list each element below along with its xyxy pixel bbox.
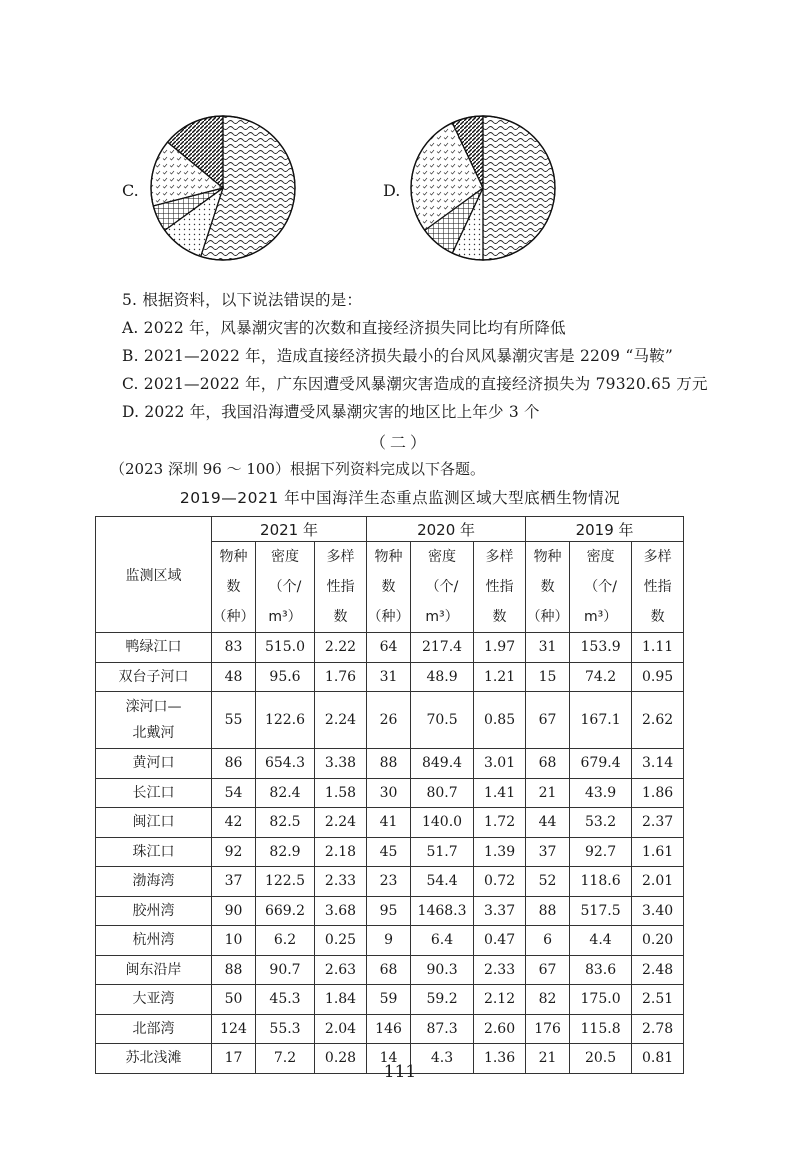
value-cell: 2.48 [632, 955, 684, 985]
table-row [96, 1014, 684, 1044]
value-cell: 2.18 [315, 837, 367, 867]
value-cell: 82.4 [256, 778, 315, 808]
value-cell: 2.24 [315, 692, 367, 749]
region-cell: 滦河口— 北戴河 [96, 692, 212, 749]
value-cell: 2.51 [632, 985, 684, 1015]
section-heading: （二） [369, 433, 430, 452]
value-cell: 1.72 [474, 808, 526, 838]
value-cell: 3.40 [632, 896, 684, 926]
region-cell: 闽江口 [96, 808, 212, 838]
value-cell: 70.5 [411, 692, 474, 749]
sub-header-cell: 密度 （个/ m³） [256, 542, 315, 633]
value-cell: 1.39 [474, 837, 526, 867]
region-cell: 渤海湾 [96, 867, 212, 897]
value-cell: 175.0 [570, 985, 632, 1015]
table-row [96, 985, 684, 1015]
table-row [96, 808, 684, 838]
table-title: 2019—2021 年中国海洋生态重点监测区域大型底栖生物情况 [179, 489, 621, 507]
value-cell: 2.33 [315, 867, 367, 897]
value-cell: 95.6 [256, 662, 315, 692]
region-cell: 鸭绿江口 [96, 633, 212, 663]
value-cell: 92 [212, 837, 256, 867]
value-cell: 80.7 [411, 778, 474, 808]
option-c-label: C. [122, 181, 139, 200]
value-cell: 0.25 [315, 926, 367, 956]
value-cell: 68 [526, 749, 570, 779]
value-cell: 118.6 [570, 867, 632, 897]
value-cell: 31 [367, 662, 411, 692]
pie-chart-c [148, 113, 298, 263]
value-cell: 43.9 [570, 778, 632, 808]
region-cell: 珠江口 [96, 837, 212, 867]
value-cell: 0.81 [632, 1044, 684, 1074]
value-cell: 1.58 [315, 778, 367, 808]
value-cell: 140.0 [411, 808, 474, 838]
value-cell: 50 [212, 985, 256, 1015]
value-cell: 6.4 [411, 926, 474, 956]
value-cell: 74.2 [570, 662, 632, 692]
value-cell: 90.7 [256, 955, 315, 985]
sub-header-cell: 物种 数 （种） [526, 542, 570, 633]
value-cell: 10 [212, 926, 256, 956]
value-cell: 0.47 [474, 926, 526, 956]
value-cell: 2.37 [632, 808, 684, 838]
value-cell: 3.68 [315, 896, 367, 926]
value-cell: 669.2 [256, 896, 315, 926]
value-cell: 176 [526, 1014, 570, 1044]
value-cell: 2.01 [632, 867, 684, 897]
value-cell: 45 [367, 837, 411, 867]
option-a: A. 2022 年，风暴潮灾害的次数和直接经济损失同比均有所降低 [122, 319, 566, 337]
value-cell: 1.41 [474, 778, 526, 808]
value-cell: 48.9 [411, 662, 474, 692]
value-cell: 67 [526, 955, 570, 985]
value-cell: 90 [212, 896, 256, 926]
value-cell: 124 [212, 1014, 256, 1044]
value-cell: 82.5 [256, 808, 315, 838]
value-cell: 2.78 [632, 1014, 684, 1044]
value-cell: 0.28 [315, 1044, 367, 1074]
table-row [96, 926, 684, 956]
sub-header-cell: 物种 数 （种） [367, 542, 411, 633]
value-cell: 1.86 [632, 778, 684, 808]
value-cell: 42 [212, 808, 256, 838]
region-cell: 大亚湾 [96, 985, 212, 1015]
table-row [96, 662, 684, 692]
value-cell: 44 [526, 808, 570, 838]
value-cell: 2.33 [474, 955, 526, 985]
page-number: 111 [383, 1062, 417, 1082]
value-cell: 37 [212, 867, 256, 897]
pie-slice-wave [483, 116, 555, 260]
value-cell: 2.60 [474, 1014, 526, 1044]
region-cell: 北部湾 [96, 1014, 212, 1044]
value-cell: 679.4 [570, 749, 632, 779]
value-cell: 115.8 [570, 1014, 632, 1044]
value-cell: 59.2 [411, 985, 474, 1015]
value-cell: 1.97 [474, 633, 526, 663]
pie-options-row [0, 108, 800, 278]
value-cell: 17 [212, 1044, 256, 1074]
value-cell: 0.95 [632, 662, 684, 692]
value-cell: 30 [367, 778, 411, 808]
value-cell: 1.61 [632, 837, 684, 867]
value-cell: 0.85 [474, 692, 526, 749]
value-cell: 7.2 [256, 1044, 315, 1074]
value-cell: 6.2 [256, 926, 315, 956]
value-cell: 37 [526, 837, 570, 867]
value-cell: 55 [212, 692, 256, 749]
value-cell: 52 [526, 867, 570, 897]
region-cell: 苏北浅滩 [96, 1044, 212, 1074]
value-cell: 31 [526, 633, 570, 663]
value-cell: 2.63 [315, 955, 367, 985]
value-cell: 3.37 [474, 896, 526, 926]
value-cell: 517.5 [570, 896, 632, 926]
sub-header-cell: 多样 性指 数 [474, 542, 526, 633]
value-cell: 95 [367, 896, 411, 926]
table-row [96, 692, 684, 749]
value-cell: 1.21 [474, 662, 526, 692]
value-cell: 146 [367, 1014, 411, 1044]
table-row [96, 955, 684, 985]
value-cell: 41 [367, 808, 411, 838]
value-cell: 53.2 [570, 808, 632, 838]
table-body [96, 633, 684, 1074]
value-cell: 122.6 [256, 692, 315, 749]
section-intro: （2023 深圳 96 ～ 100）根据下列资料完成以下各题。 [110, 460, 485, 478]
value-cell: 654.3 [256, 749, 315, 779]
region-cell: 黄河口 [96, 749, 212, 779]
value-cell: 167.1 [570, 692, 632, 749]
region-cell: 胶州湾 [96, 896, 212, 926]
value-cell: 1.76 [315, 662, 367, 692]
value-cell: 1.84 [315, 985, 367, 1015]
value-cell: 3.14 [632, 749, 684, 779]
sub-header-cell: 密度 （个/ m³） [570, 542, 632, 633]
value-cell: 2.24 [315, 808, 367, 838]
value-cell: 15 [526, 662, 570, 692]
value-cell: 54 [212, 778, 256, 808]
option-b: B. 2021—2022 年，造成直接经济损失最小的台风风暴潮灾害是 2209 “马鞍” [122, 347, 674, 365]
value-cell: 92.7 [570, 837, 632, 867]
value-cell: 68 [367, 955, 411, 985]
option-c: C. 2021—2022 年，广东因遭受风暴潮灾害造成的直接经济损失为 79320.65 万元 [122, 375, 708, 393]
value-cell: 217.4 [411, 633, 474, 663]
value-cell: 26 [367, 692, 411, 749]
value-cell: 0.20 [632, 926, 684, 956]
region-cell: 闽东沿岸 [96, 955, 212, 985]
value-cell: 86 [212, 749, 256, 779]
value-cell: 83 [212, 633, 256, 663]
region-cell: 长江口 [96, 778, 212, 808]
value-cell: 3.01 [474, 749, 526, 779]
value-cell: 20.5 [570, 1044, 632, 1074]
value-cell: 59 [367, 985, 411, 1015]
year-header-2019: 2019 年 [526, 517, 684, 542]
value-cell: 2.12 [474, 985, 526, 1015]
table-row [96, 867, 684, 897]
value-cell: 55.3 [256, 1014, 315, 1044]
value-cell: 515.0 [256, 633, 315, 663]
value-cell: 48 [212, 662, 256, 692]
table-row [96, 778, 684, 808]
table-row [96, 633, 684, 663]
value-cell: 21 [526, 778, 570, 808]
value-cell: 1468.3 [411, 896, 474, 926]
year-header-2020: 2020 年 [367, 517, 526, 542]
value-cell: 88 [212, 955, 256, 985]
value-cell: 23 [367, 867, 411, 897]
value-cell: 88 [367, 749, 411, 779]
region-header: 监测区域 [96, 517, 212, 633]
value-cell: 83.6 [570, 955, 632, 985]
value-cell: 82.9 [256, 837, 315, 867]
value-cell: 2.22 [315, 633, 367, 663]
value-cell: 54.4 [411, 867, 474, 897]
value-cell: 21 [526, 1044, 570, 1074]
value-cell: 90.3 [411, 955, 474, 985]
value-cell: 88 [526, 896, 570, 926]
value-cell: 4.3 [411, 1044, 474, 1074]
value-cell: 14 [367, 1044, 411, 1074]
value-cell: 6 [526, 926, 570, 956]
region-cell: 杭州湾 [96, 926, 212, 956]
sub-header-cell: 多样 性指 数 [315, 542, 367, 633]
option-d: D. 2022 年，我国沿海遭受风暴潮灾害的地区比上年少 3 个 [122, 403, 540, 421]
value-cell: 67 [526, 692, 570, 749]
pie-chart-d [408, 113, 558, 263]
value-cell: 87.3 [411, 1014, 474, 1044]
value-cell: 0.72 [474, 867, 526, 897]
value-cell: 153.9 [570, 633, 632, 663]
option-d-label: D. [383, 181, 401, 200]
value-cell: 1.36 [474, 1044, 526, 1074]
value-cell: 4.4 [570, 926, 632, 956]
value-cell: 51.7 [411, 837, 474, 867]
table-row [96, 896, 684, 926]
region-cell: 双台子河口 [96, 662, 212, 692]
value-cell: 3.38 [315, 749, 367, 779]
value-cell: 9 [367, 926, 411, 956]
sub-header-cell: 多样 性指 数 [632, 542, 684, 633]
table-row [96, 749, 684, 779]
value-cell: 122.5 [256, 867, 315, 897]
value-cell: 45.3 [256, 985, 315, 1015]
value-cell: 64 [367, 633, 411, 663]
question-5-stem: 5. 根据资料，以下说法错误的是： [122, 291, 363, 309]
sub-header-cell: 物种 数 （种） [212, 542, 256, 633]
value-cell: 849.4 [411, 749, 474, 779]
table-row [96, 837, 684, 867]
year-header-2021: 2021 年 [212, 517, 367, 542]
sub-header-cell: 密度 （个/ m³） [411, 542, 474, 633]
benthos-table [95, 516, 684, 1074]
value-cell: 1.11 [632, 633, 684, 663]
value-cell: 2.04 [315, 1014, 367, 1044]
value-cell: 82 [526, 985, 570, 1015]
value-cell: 2.62 [632, 692, 684, 749]
